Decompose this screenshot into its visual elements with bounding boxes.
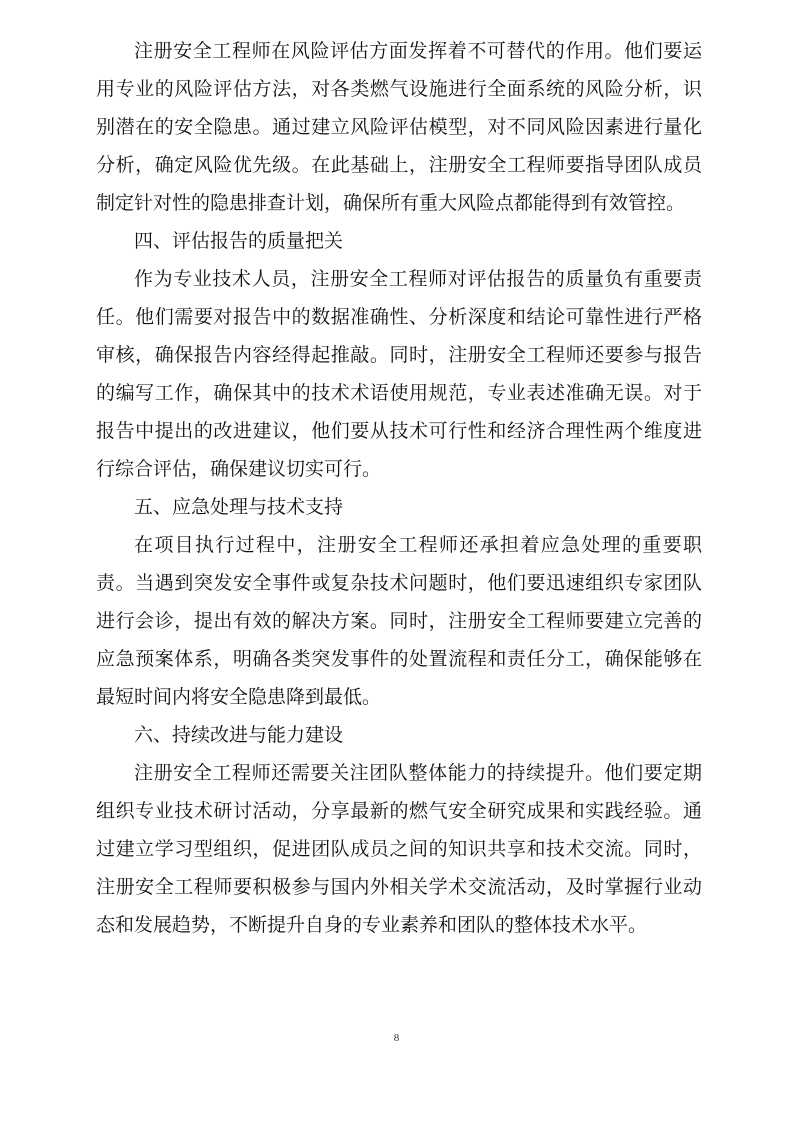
page-number: 8 (393, 1032, 400, 1044)
paragraph-report-quality: 作为专业技术人员，注册安全工程师对评估报告的质量负有重要责任。他们需要对报告中的数据准确性、分析深度和结论可靠性进行严格审核，确保报告内容经得起推敲。同时，注册安全工程师还要参与报告的编写工作，确保其中的技术术语使用规范，专业表述准确无误。对于报告中提出的改进建议，他们要从技术可行性和经济合理性两个维度进行综合评估，确保建议切实可行。 (96, 268, 702, 480)
paragraph-risk-assessment: 注册安全工程师在风险评估方面发挥着不可替代的作用。他们要运用专业的风险评估方法，对各类燃气设施进行全面系统的风险分析，识别潜在的安全隐患。通过建立风险评估模型，对不同风险因素进行量化分析，确定风险优先级。在此基础上，注册安全工程师要指导团队成员制定针对性的隐患排查计划，确保所有重大风险点都能得到有效管控。 (96, 40, 702, 214)
section-heading-report-quality: 四、评估报告的质量把关 (134, 230, 344, 252)
paragraph-improvement: 注册安全工程师还需要关注团队整体能力的持续提升。他们要定期组织专业技术研讨活动，分享最新的燃气安全研究成果和实践经验。通过建立学习型组织，促进团队成员之间的知识共享和技术交流。同时，注册安全工程师要积极参与国内外相关学术交流活动，及时掌握行业动态和发展趋势，不断提升自身的专业素养和团队的整体技术水平。 (96, 762, 702, 936)
section-heading-emergency: 五、应急处理与技术支持 (134, 496, 344, 518)
section-heading-improvement: 六、持续改进与能力建设 (134, 724, 344, 746)
paragraph-emergency: 在项目执行过程中，注册安全工程师还承担着应急处理的重要职责。当遇到突发安全事件或复杂技术问题时，他们要迅速组织专家团队进行会诊，提出有效的解决方案。同时，注册安全工程师要建立完善的应急预案体系，明确各类突发事件的处置流程和责任分工，确保能够在最短时间内将安全隐患降到最低。 (96, 534, 702, 708)
document-body (96, 32, 702, 944)
